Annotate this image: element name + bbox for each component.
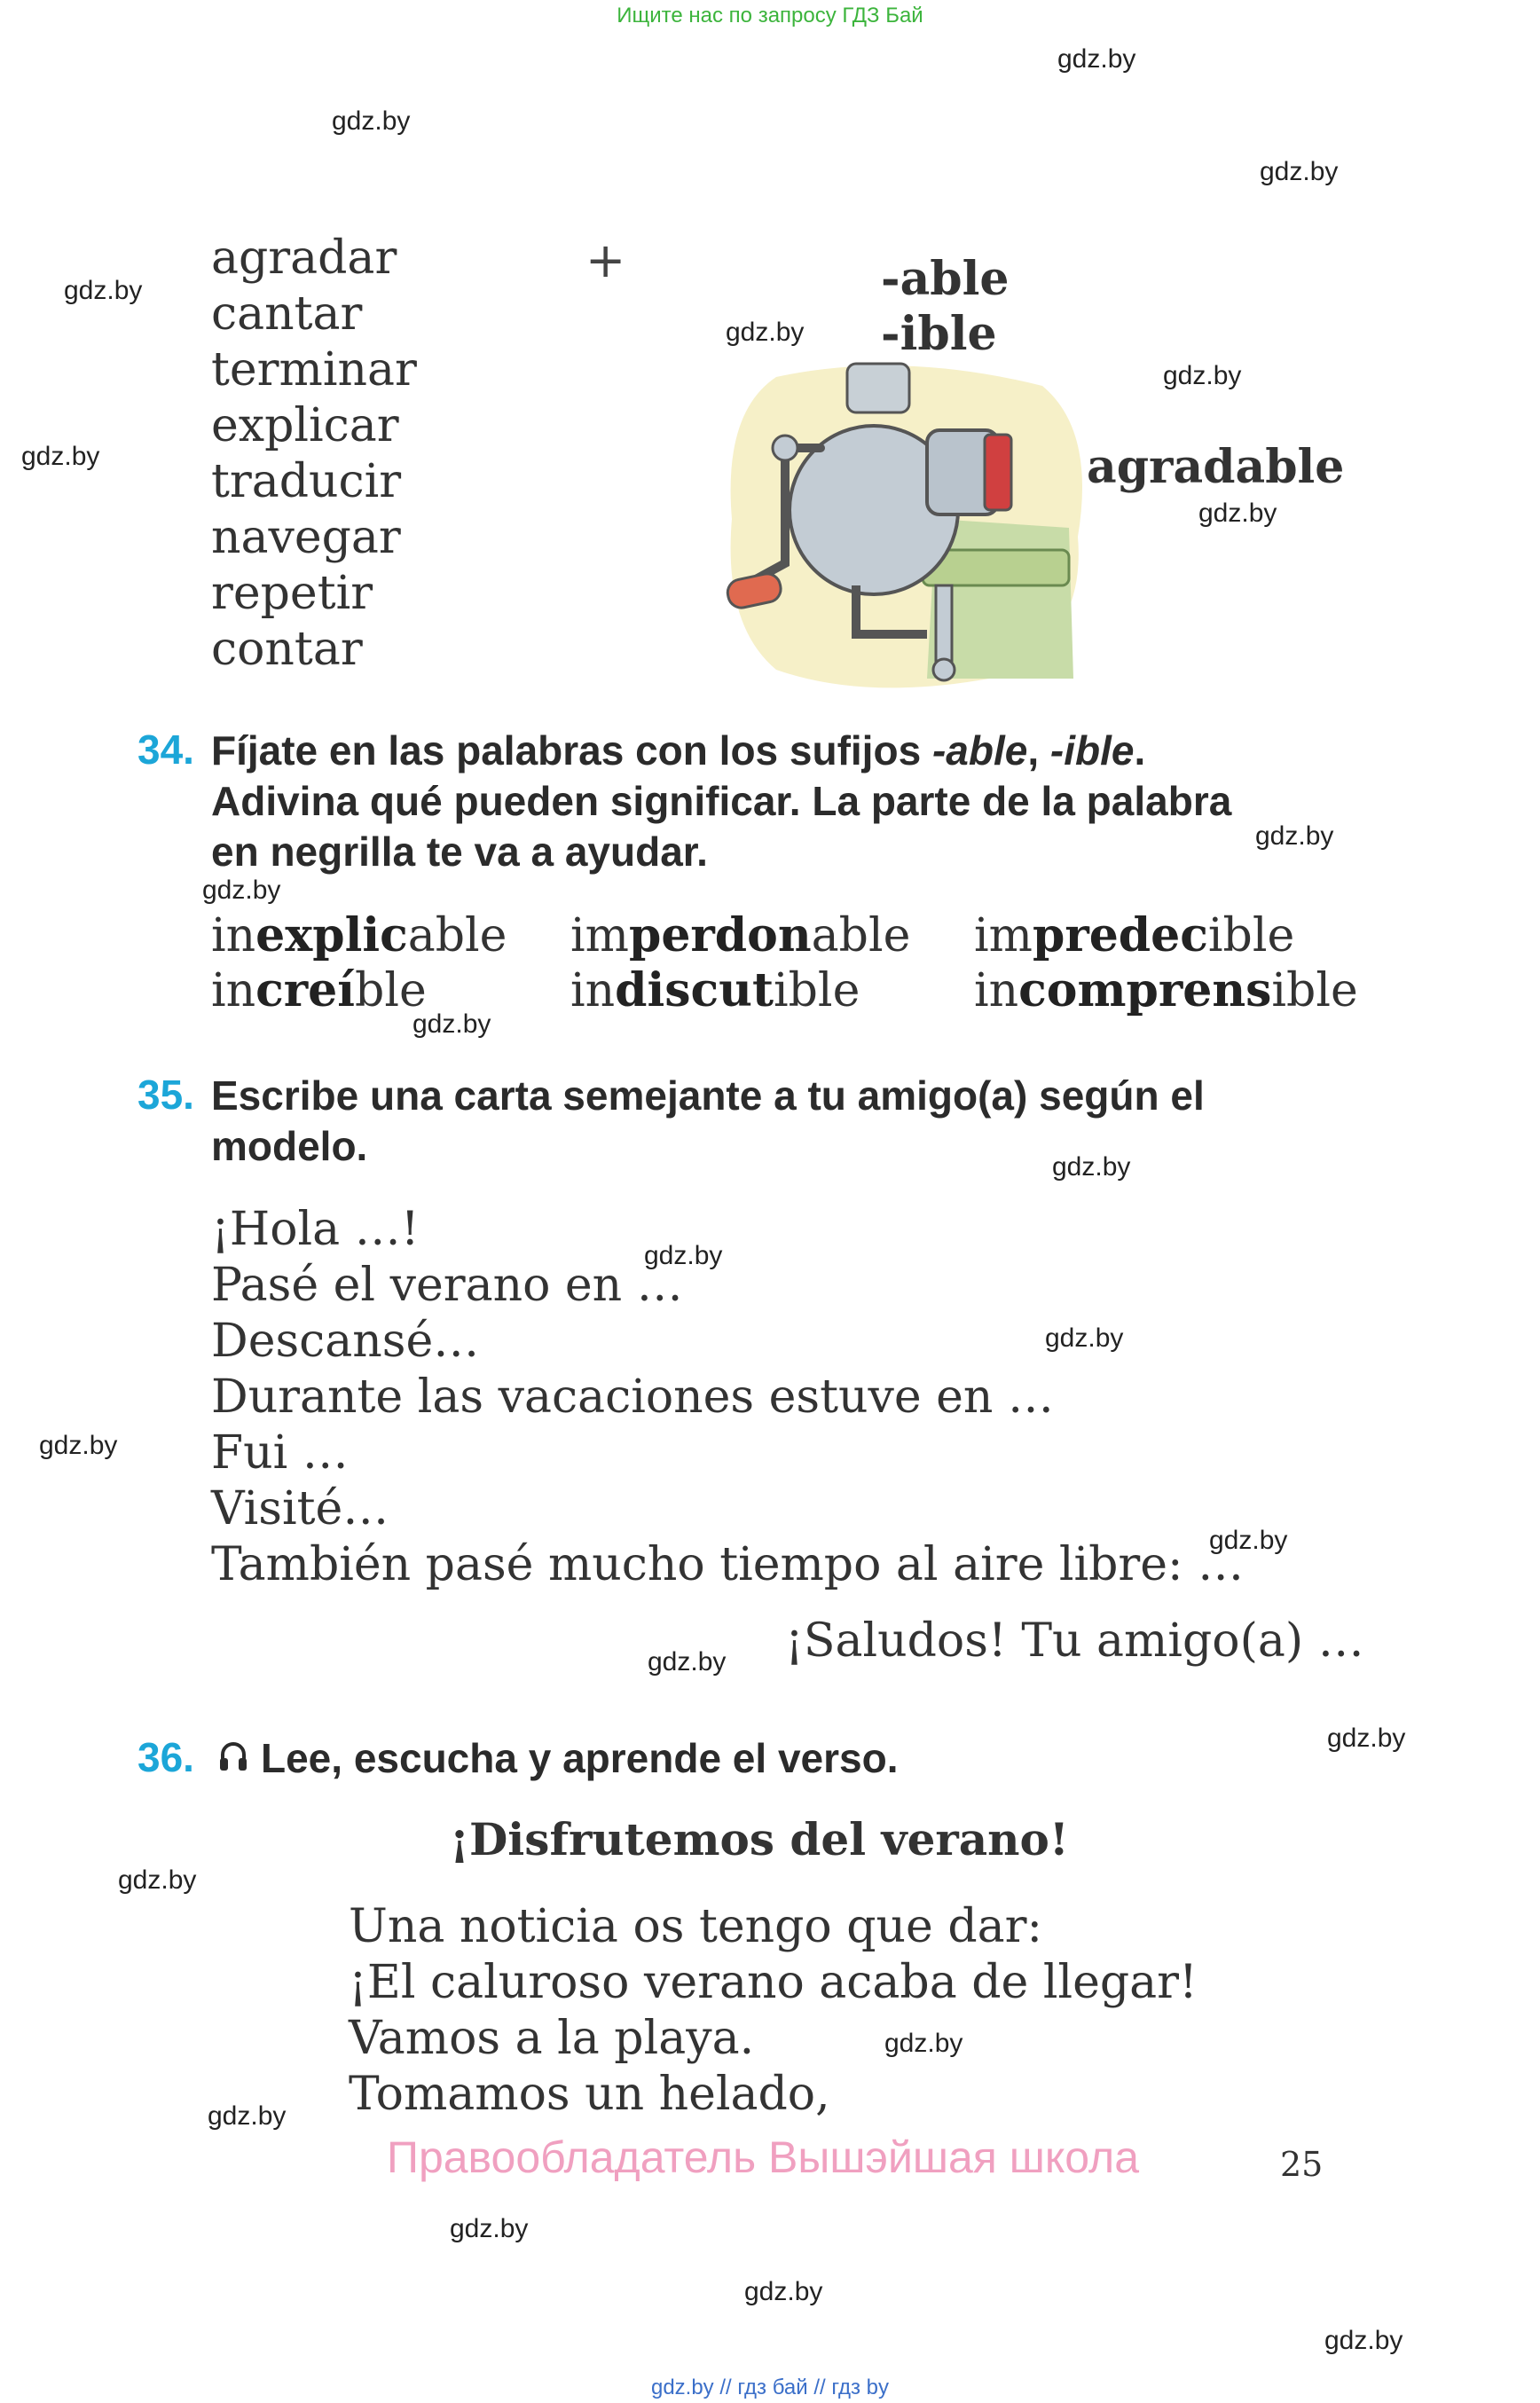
suffix-ible: -ible <box>881 307 997 361</box>
watermark: gdz.by <box>208 2101 287 2131</box>
exercise-number: 35. <box>138 1072 194 1118</box>
watermark: gdz.by <box>1057 44 1136 74</box>
watermark: gdz.by <box>1163 361 1242 390</box>
instruction-text: en negrilla te va a ayudar. <box>211 828 708 875</box>
watermark: gdz.by <box>1209 1526 1288 1555</box>
poem <box>349 1899 1198 2123</box>
bottom-links[interactable]: gdz.by // гдз бай // гдз by <box>650 2376 890 2399</box>
letter-model <box>211 1202 1244 1593</box>
letter-line: Pasé el verano en … <box>211 1259 683 1312</box>
watermark: gdz.by <box>884 2029 963 2058</box>
suffix-word: imperdonable <box>570 908 911 962</box>
verb: repetir <box>211 567 373 620</box>
watermark: gdz.by <box>1052 1152 1131 1182</box>
verb-list <box>211 231 417 678</box>
watermark: gdz.by <box>1260 157 1339 186</box>
poem-line: ¡El caluroso verano acaba de llegar! <box>349 1956 1198 2009</box>
verb: agradar <box>211 232 397 285</box>
exercise-number: 36. <box>138 1734 194 1780</box>
letter-line: Descansé… <box>211 1315 480 1368</box>
letter-signature: ¡Saludos! Tu amigo(a) … <box>785 1614 1364 1668</box>
verb: traducir <box>211 455 402 508</box>
letter-line: ¡Hola …! <box>211 1203 420 1256</box>
watermark: gdz.by <box>1327 1724 1406 1753</box>
verb: navegar <box>211 511 401 564</box>
poem-line: Vamos a la playa. <box>349 2012 755 2065</box>
headphones-icon <box>218 1740 248 1772</box>
watermark: gdz.by <box>1198 499 1277 528</box>
copyright-footer: Правообладатель Вышэйшая школа <box>387 2132 1139 2182</box>
watermark: gdz.by <box>1045 1323 1124 1353</box>
watermark: gdz.by <box>644 1241 723 1270</box>
watermark: gdz.by <box>726 318 805 347</box>
exercise-34-instruction <box>211 726 1323 877</box>
watermark: gdz.by <box>450 2214 529 2243</box>
verb: cantar <box>211 287 363 341</box>
instruction-text: Escribe una carta semejante a tu amigo(a) según el <box>211 1072 1205 1119</box>
watermark: gdz.by <box>118 1865 197 1895</box>
watermark: gdz.by <box>1255 821 1334 851</box>
suffix-word: inexplicable <box>211 908 507 962</box>
page-number: 25 <box>1280 2145 1324 2184</box>
watermark: gdz.by <box>648 1647 727 1677</box>
letter-line: Fui … <box>211 1426 349 1480</box>
suffix-word: incomprensible <box>974 963 1358 1017</box>
exercise-number: 34. <box>138 726 194 773</box>
watermark: gdz.by <box>412 1009 491 1039</box>
suffix-word: increíble <box>211 963 427 1017</box>
meat-grinder-illustration <box>723 359 1096 696</box>
suffix-able: -able <box>881 252 1010 306</box>
instruction-text: Fíjate en las palabras con los sufijos -able, -ible. <box>211 727 1146 774</box>
result-word: agradable <box>1087 440 1345 494</box>
exercise-35-instruction <box>211 1071 1205 1172</box>
watermark: gdz.by <box>21 442 100 471</box>
instruction-text: Adivina qué pueden significar. La parte de la palabra <box>211 778 1232 824</box>
letter-line: Visité… <box>211 1482 389 1535</box>
plus-sign: + <box>585 232 626 288</box>
poem-line: Tomamos un helado, <box>349 2068 830 2121</box>
letter-line: También pasé mucho tiempo al aire libre: … <box>211 1538 1245 1591</box>
poem-title: ¡Disfrutemos del verano! <box>450 1813 1069 1865</box>
watermark: gdz.by <box>64 276 143 305</box>
verb: explicar <box>211 399 399 452</box>
watermark: gdz.by <box>39 1431 118 1460</box>
watermark: gdz.by <box>744 2277 823 2306</box>
suffix-word: indiscutible <box>570 963 860 1017</box>
suffix-word: impredecible <box>974 908 1295 962</box>
instruction-text: modelo. <box>211 1123 368 1169</box>
letter-line: Durante las vacaciones estuve en … <box>211 1370 1054 1424</box>
watermark: gdz.by <box>1324 2326 1403 2355</box>
poem-line: Una noticia os tengo que dar: <box>349 1900 1043 1953</box>
top-banner[interactable]: Ищите нас по запросу ГДЗ Бай <box>617 4 923 27</box>
verb: terminar <box>211 343 417 397</box>
exercise-36-instruction: Lee, escucha y aprende el verso. <box>261 1735 899 1781</box>
watermark: gdz.by <box>332 106 411 136</box>
watermark: gdz.by <box>202 876 281 905</box>
verb: contar <box>211 623 363 676</box>
